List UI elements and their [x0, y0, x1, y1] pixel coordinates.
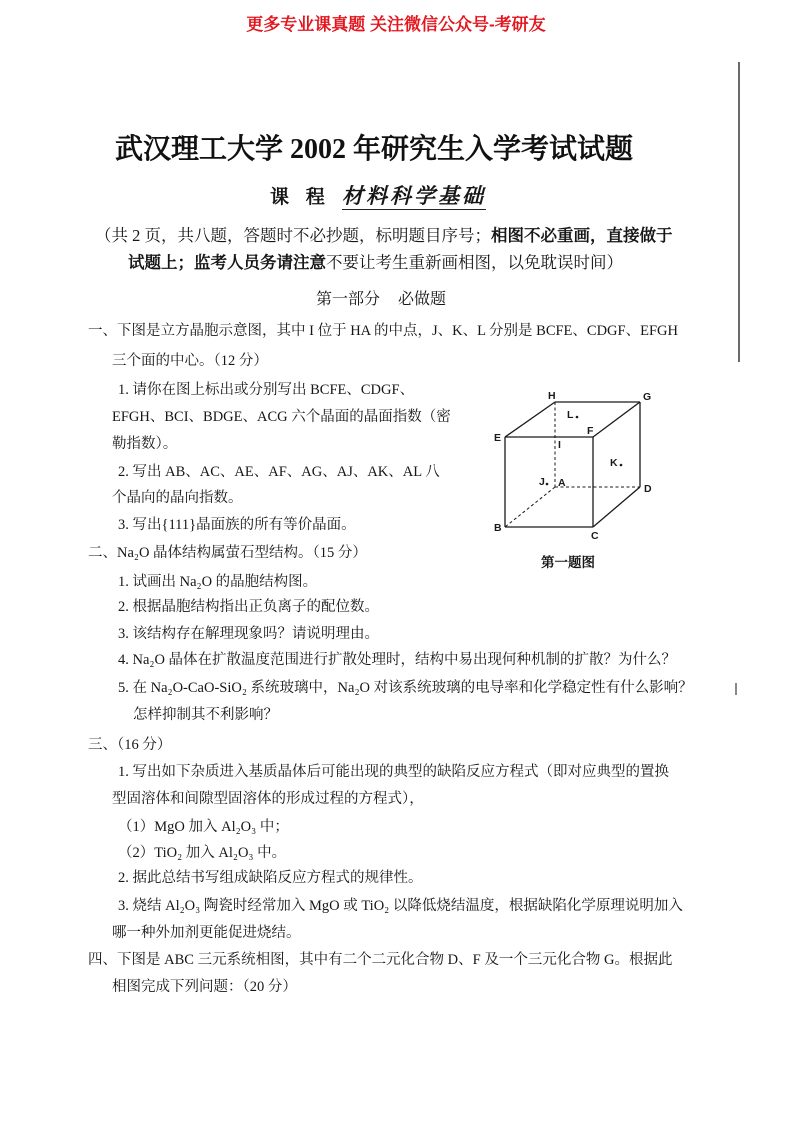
course-label: 课 程 — [270, 187, 331, 208]
instructions-line-2 — [128, 253, 623, 273]
exam-title: 武汉理工大学 2002 年研究生入学考试试题 — [115, 134, 634, 165]
figure-caption: 第一题图 — [541, 555, 595, 570]
vertex-label-f: F — [587, 425, 594, 437]
q3-item-1-line-1: 1. 写出如下杂质进入基质晶体后可能出现的典型的缺陷反应方程式（即对应典型的置换 — [118, 764, 669, 780]
edge-ab-hidden — [505, 487, 555, 527]
edge-dc — [593, 487, 640, 527]
q1-stem-line-2: 三个面的中心。（12 分） — [112, 353, 268, 369]
edge-gf — [593, 402, 640, 437]
instructions-emphasis: 相图不必重画，直接做于 — [491, 226, 673, 245]
vertex-label-c: C — [591, 530, 599, 542]
vertex-label-e: E — [494, 432, 502, 444]
promo-banner: 更多专业课真题 关注微信公众号-考研友 — [246, 15, 546, 34]
vertex-label-d: D — [644, 483, 652, 495]
q3-item-3-line-2: 哪一种外加剂更能促进烧结。 — [112, 925, 301, 941]
instructions-line-1 — [95, 226, 673, 246]
q3-subitem-1: （1）MgO 加入 Al₂O₃ 中； — [118, 819, 289, 835]
q2-item-3: 3. 该结构存在解理现象吗？请说明理由。 — [118, 626, 379, 642]
instructions-text: （共 2 页，共八题，答题时不必抄题，标明题目序号； — [95, 226, 491, 245]
point-k-dot — [620, 464, 623, 467]
point-label-l: L — [567, 409, 574, 421]
edge-eh — [505, 402, 555, 437]
q2-item-5-line-1: 5. 在 Na₂O-CaO-SiO₂ 系统玻璃中，Na₂O 对该系统玻璃的电导率和化学稳定性有什么影响？ — [118, 680, 693, 696]
q1-item-2-line-1: 2. 写出 AB、AC、AE、AF、AG、AJ、AK、AL 八 — [118, 464, 440, 480]
vertex-label-b: B — [494, 522, 502, 534]
q1-item-1-line-3: 勒指数）。 — [112, 436, 178, 452]
vertex-label-g: G — [643, 391, 652, 403]
point-j-dot — [546, 483, 549, 486]
q1-item-1-line-1: 1. 请你在图上标出或分别写出 BCFE、CDGF、 — [118, 382, 415, 398]
scan-edge-line — [738, 62, 740, 362]
q3-item-3-line-1: 3. 烧结 Al₂O₃ 陶瓷时经常加入 MgO 或 TiO₂ 以降低烧结温度，根据缺陷化学原理说明加入 — [118, 898, 683, 914]
point-label-j: J — [539, 476, 545, 488]
instructions-emphasis: 试题上；监考人员务请注意 — [128, 253, 326, 272]
point-l-dot — [576, 416, 579, 419]
vertex-label-h: H — [548, 390, 556, 402]
q2-item-4: 4. Na₂O 晶体在扩散温度范围进行扩散处理时，结构中易出现何种机制的扩散？为什么？ — [118, 652, 677, 668]
q2-item-5-line-2: 怎样抑制其不利影响？ — [133, 707, 278, 723]
q3-item-2: 2. 据此总结书写组成缺陷反应方程式的规律性。 — [118, 870, 423, 886]
q4-stem-line-1: 四、下图是 ABC 三元系统相图，其中有二个二元化合物 D、F 及一个三元化合物 G。根据此 — [88, 952, 673, 968]
course-name: 材料科学基础 — [342, 184, 486, 208]
q3-subitem-2: （2）TiO₂ 加入 Al₂O₃ 中。 — [118, 845, 287, 861]
q1-item-1-line-2: EFGH、BCI、BDGE、ACG 六个晶面的晶面指数（密 — [112, 409, 451, 425]
q4-stem-line-2: 相图完成下列问题：（20 分） — [112, 979, 297, 995]
q1-item-2-line-2: 个晶向的晶向指数。 — [112, 490, 243, 506]
instructions-text: 不要让考生重新画相图，以免耽误时间） — [326, 253, 623, 272]
q3-item-1-line-2: 型固溶体和间隙型固溶体的形成过程的方程式）， — [112, 791, 424, 807]
q3-stem-line-1: 三、（16 分） — [88, 737, 172, 753]
section-part-label: 第一部分 — [316, 291, 381, 308]
q2-item-2: 2. 根据晶胞结构指出正负离子的配位数。 — [118, 599, 379, 615]
point-label-i: I — [558, 439, 561, 451]
scan-edge-mark — [735, 683, 737, 695]
q2-item-1: 1. 试画出 Na₂O 的晶胞结构图。 — [118, 574, 318, 590]
q1-item-3-line-1: 3. 写出{111}晶面族的所有等价晶面。 — [118, 517, 356, 533]
point-label-k: K — [610, 457, 618, 469]
cubic-unit-cell-figure — [485, 385, 660, 545]
vertex-label-a: A — [558, 477, 566, 489]
q2-stem-line-1: 二、Na₂O 晶体结构属萤石型结构。（15 分） — [88, 545, 367, 561]
q1-stem-line-1: 一、下图是立方晶胞示意图，其中 I 位于 HA 的中点，J、K、L 分别是 BCFE、CDGF、EFGH — [88, 323, 678, 339]
section-name-label: 必做题 — [398, 291, 447, 308]
